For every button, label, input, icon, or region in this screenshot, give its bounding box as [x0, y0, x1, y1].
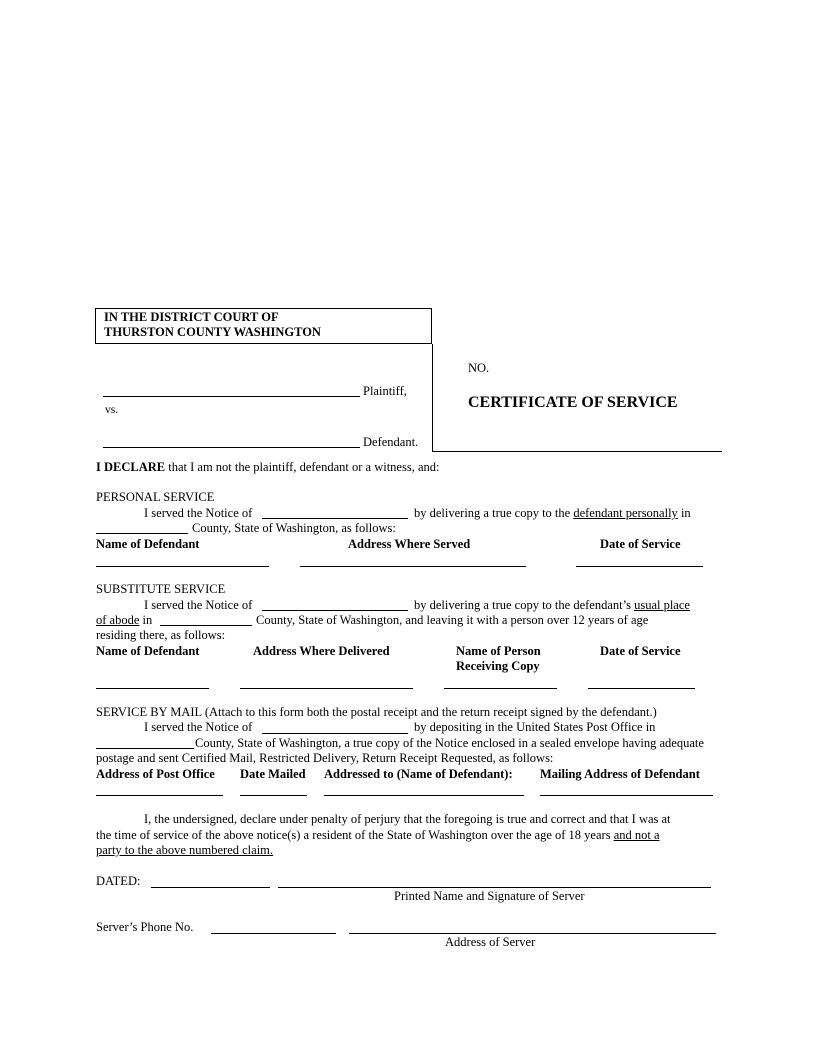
substitute-col-date: Date of Service — [600, 644, 681, 658]
court-name-line2: THURSTON COUNTY WASHINGTON — [104, 325, 321, 339]
server-address-label: Address of Server — [445, 935, 536, 949]
mail-county-text: County, State of Washington, a true copy of the Notice enclosed in a sealed envelope having adequate — [195, 736, 704, 750]
substitute-notice-blank[interactable] — [262, 610, 408, 611]
dated-label: DATED: — [96, 874, 141, 888]
personal-line1-text: by delivering a true copy to the defendant personally in — [414, 506, 691, 520]
phone-blank[interactable] — [211, 933, 336, 934]
personal-address-blank[interactable] — [300, 566, 526, 567]
substitute-abode: of abode in — [96, 613, 153, 627]
mail-col-post-office: Address of Post Office — [96, 767, 215, 781]
personal-notice-blank[interactable] — [262, 518, 408, 519]
declare-bold: I DECLARE — [96, 460, 166, 474]
personal-notice-label: I served the Notice of — [144, 506, 253, 520]
mail-postage-text: postage and sent Certified Mail, Restricted Delivery, Return Receipt Requested, as follows: — [96, 751, 554, 765]
caption-bottom-rule — [432, 451, 722, 452]
declare-rest: that I am not the plaintiff, defendant or a witness, and: — [165, 460, 440, 474]
mail-col-date: Date Mailed — [240, 767, 306, 781]
substitute-line1-text: by delivering a true copy to the defendant’s usual place — [414, 598, 690, 612]
substitute-col-address: Address Where Delivered — [253, 644, 390, 658]
vs-label: vs. — [105, 404, 119, 416]
substitute-date-blank[interactable] — [588, 688, 695, 689]
mail-col-mailing-address: Mailing Address of Defendant — [540, 767, 700, 781]
substitute-address-blank[interactable] — [240, 688, 413, 689]
caption-divider — [432, 344, 433, 451]
declaration-line2: the time of service of the above notice(s) a resident of the State of Washington over the age of 18 years and not a — [96, 828, 660, 842]
defendant-label: Defendant. — [363, 435, 419, 449]
personal-county-blank[interactable] — [96, 533, 188, 534]
substitute-county-blank[interactable] — [160, 625, 252, 626]
substitute-county-text: County, State of Washington, and leaving it with a person over 12 years of age — [256, 613, 649, 627]
substitute-notice-label: I served the Notice of — [144, 598, 253, 612]
document-title: CERTIFICATE OF SERVICE — [468, 394, 678, 411]
phone-label: Server’s Phone No. — [96, 920, 194, 934]
personal-date-blank[interactable] — [576, 566, 703, 567]
mail-addressed-blank[interactable] — [324, 795, 524, 796]
case-number-label: NO. — [468, 361, 490, 375]
personal-col-address: Address Where Served — [348, 537, 471, 551]
printed-name-label: Printed Name and Signature of Server — [394, 889, 585, 903]
mail-col-addressed: Addressed to (Name of Defendant): — [324, 767, 513, 781]
substitute-service-heading: SUBSTITUTE SERVICE — [96, 582, 226, 596]
substitute-col-name: Name of Defendant — [96, 644, 200, 658]
declaration-line1: I, the undersigned, declare under penalty of perjury that the foregoing is true and correct and that I was at — [144, 812, 671, 826]
mail-notice-blank[interactable] — [262, 733, 408, 734]
mail-date-blank[interactable] — [240, 795, 307, 796]
server-signature-blank[interactable] — [278, 887, 711, 888]
plaintiff-label: Plaintiff, — [363, 384, 407, 398]
usual-place: usual place — [634, 598, 690, 612]
substitute-person-blank[interactable] — [444, 688, 557, 689]
mail-post-office-blank[interactable] — [96, 795, 223, 796]
personal-name-blank[interactable] — [96, 566, 269, 567]
dated-blank[interactable] — [151, 887, 270, 888]
mail-service-heading: SERVICE BY MAIL (Attach to this form both the postal receipt and the return receipt signed by the defendant.) — [96, 705, 657, 719]
personal-col-name: Name of Defendant — [96, 537, 200, 551]
substitute-name-blank[interactable] — [96, 688, 209, 689]
substitute-col-person-l1: Name of Person — [456, 644, 541, 658]
mail-line1-text: by depositing in the United States Post Office in — [414, 720, 656, 734]
defendant-personally: defendant personally — [573, 506, 678, 520]
court-caption-box — [95, 308, 432, 344]
personal-col-date: Date of Service — [600, 537, 681, 551]
substitute-residing: residing there, as follows: — [96, 628, 226, 642]
mail-county-blank[interactable] — [96, 748, 194, 749]
server-address-blank[interactable] — [349, 933, 716, 934]
plaintiff-blank[interactable] — [103, 396, 360, 397]
court-name-line1: IN THE DISTRICT COURT OF — [104, 310, 279, 324]
substitute-col-person-l2: Receiving Copy — [456, 659, 540, 673]
mail-notice-label: I served the Notice of — [144, 720, 253, 734]
declaration-line3: party to the above numbered claim. — [96, 843, 274, 857]
defendant-blank[interactable] — [103, 447, 360, 448]
personal-county-text: County, State of Washington, as follows: — [192, 521, 396, 535]
personal-service-heading: PERSONAL SERVICE — [96, 490, 215, 504]
declare-statement — [96, 460, 439, 475]
mail-mailing-address-blank[interactable] — [540, 795, 713, 796]
